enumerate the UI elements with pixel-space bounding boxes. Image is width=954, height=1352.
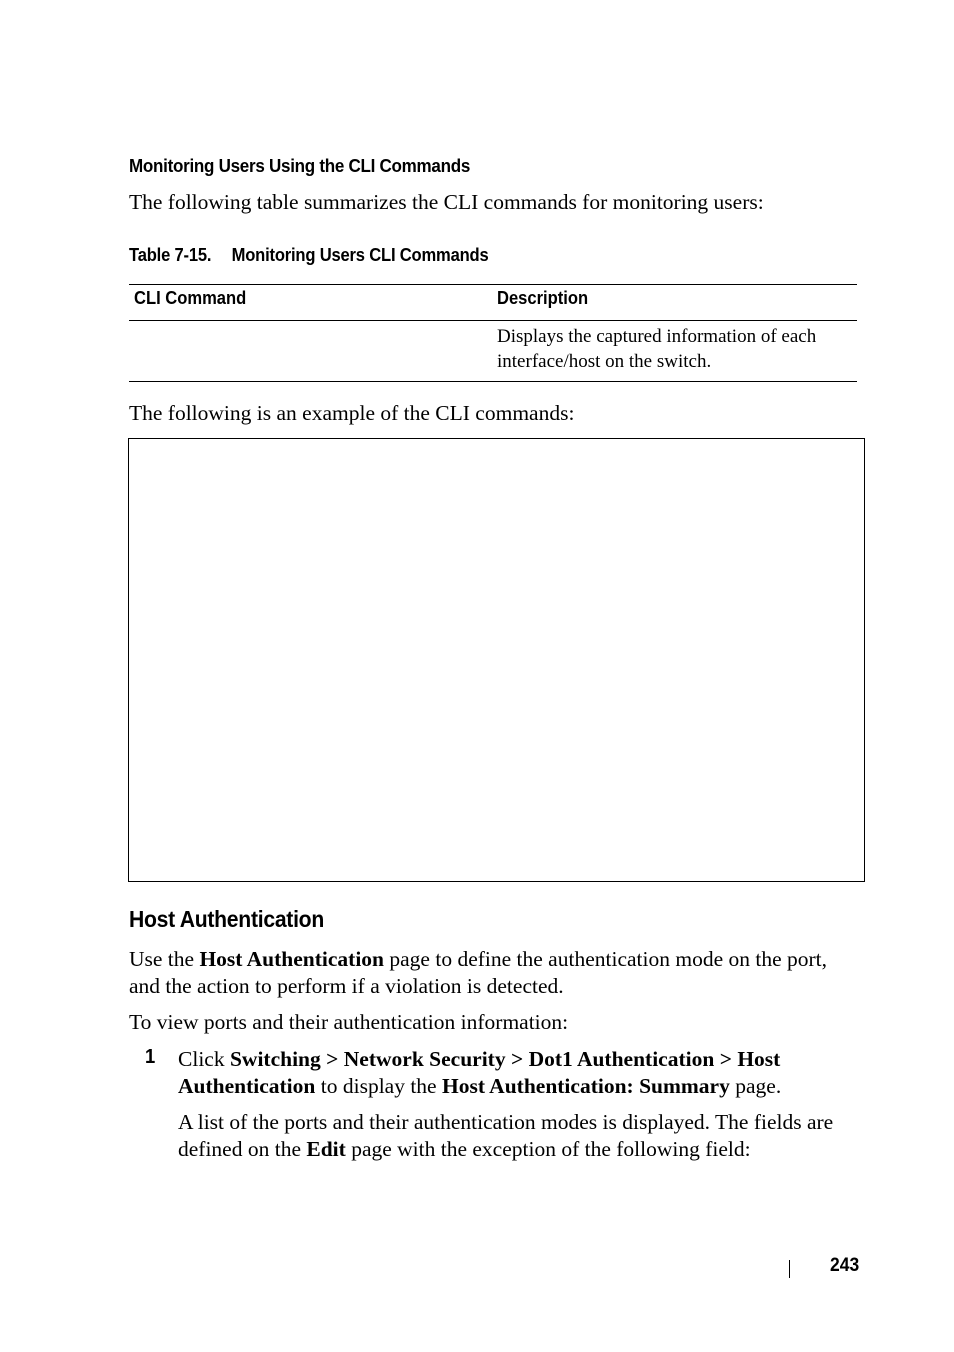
table-caption-number: Table 7-15. (129, 245, 212, 265)
host-auth-page-ref: Host Authentication (199, 947, 385, 971)
step-note (178, 1109, 858, 1163)
cli-example-box (128, 438, 865, 882)
table-cell-description: Displays the captured information of each interface/host on the switch. (497, 326, 817, 372)
para1-post-text: page to define the authentication mode on the port, and the action to perform if a violation is detected. (129, 947, 828, 998)
table-top-rule (129, 284, 857, 285)
table-header-rule (129, 320, 857, 321)
view-ports-paragraph: To view ports and their authentication information: (129, 1010, 569, 1034)
page-number: 243 (830, 1255, 860, 1276)
step-mid-text: to display the (315, 1074, 442, 1098)
intro-paragraph: The following table summarizes the CLI commands for monitoring users: (129, 190, 764, 214)
step-number: 1 (145, 1046, 156, 1068)
step-1-text (178, 1046, 858, 1100)
footer-divider (789, 1260, 790, 1278)
table-caption (129, 245, 488, 266)
para1-pre-text: Use the (129, 947, 200, 971)
step-post-text: page. (729, 1074, 782, 1098)
table-bottom-rule (129, 381, 857, 382)
note-post-text: page with the exception of the following field: (345, 1137, 751, 1161)
section-heading: Monitoring Users Using the CLI Commands (129, 155, 471, 176)
host-auth-heading: Host Authentication (129, 906, 324, 932)
note-pre-text: A list of the ports and their authentication modes is displayed. The fields are defined on the (178, 1110, 834, 1161)
table-header-description: Description (497, 288, 589, 308)
table-caption-title: Monitoring Users CLI Commands (231, 245, 489, 265)
step-pre-text: Click (178, 1047, 230, 1071)
example-intro: The following is an example of the CLI commands: (129, 401, 575, 425)
host-auth-paragraph (129, 946, 859, 1000)
edit-page-ref: Edit (306, 1137, 346, 1161)
summary-page-ref: Host Authentication: Summary (441, 1074, 730, 1098)
table-header-cli-command: CLI Command (134, 288, 247, 308)
menu-path: Switching > Network Security > Dot1 Authentication > Host Authentication (178, 1047, 781, 1098)
